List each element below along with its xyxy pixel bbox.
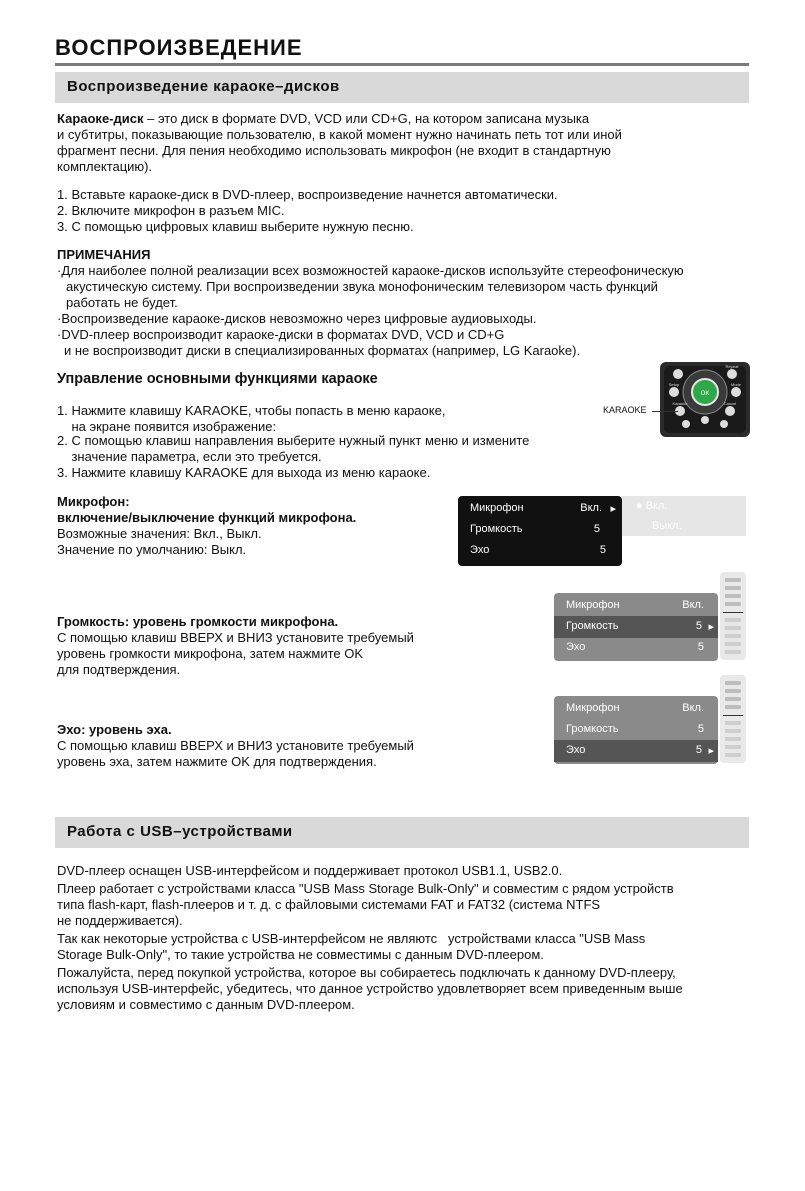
title-rule [55, 63, 749, 66]
intro-first-line [57, 111, 589, 127]
section-title: Работа с USB–устройствами [67, 823, 293, 840]
echo-level-slider[interactable] [720, 675, 746, 763]
arrow-right-icon: ▸ [610, 503, 616, 515]
control-step: 2. С помощью клавиш направления выберите нужный пункт меню и измените [57, 433, 530, 448]
mode-label: Mode [730, 382, 742, 387]
note-item [57, 327, 504, 343]
slider-position-marker [723, 612, 743, 613]
usb-line: условиям и совместимо с данным DVD-плеером. [57, 997, 355, 1012]
menu-row-volume[interactable]: Громкость 5 ▸ [554, 616, 718, 638]
karaoke-menu-echo [554, 696, 718, 764]
volume-level-slider[interactable] [720, 572, 746, 660]
karaoke-menu-mic [458, 496, 622, 566]
arrow-right-icon: ▸ [708, 745, 714, 757]
mic-options-submenu [622, 496, 746, 536]
note-item [57, 311, 536, 327]
usb-line: Пожалуйста, перед покупкой устройства, которое вы собираетесь подключать к данному DVD-плееру, [57, 965, 676, 980]
intro-line: фрагмент песни. Для пения необходимо использовать микрофон (не входит в стандартную [57, 143, 611, 158]
control-step: на экране появится изображение: [57, 419, 277, 434]
usb-line: Так как некоторые устройства с USB-интерфейсом не являютс устройствами класса "USB Mass [57, 931, 646, 946]
note-text: Для наиболее полной реализации всех возможностей караоке-дисков используйте стереофоническую [61, 263, 684, 278]
mic-subtitle: включение/выключение функций микрофона. [57, 510, 357, 525]
control-step: значение параметра, если это требуется. [57, 449, 322, 464]
control-heading: Управление основными функциями караоке [57, 371, 378, 387]
menu-row-echo[interactable]: Эхо 5 ▸ [554, 740, 718, 762]
step-item: 3. С помощью цифровых клавиш выберите нужную песню. [57, 219, 414, 234]
note-item [57, 263, 684, 279]
note-item-cont: акустическую систему. При воспроизведении звука монофоническим телевизором часть функций [66, 279, 658, 294]
karaoke-small-label: Karaoke [672, 401, 688, 406]
volume-line: уровень громкости микрофона, затем нажмите OK [57, 646, 364, 661]
section-title: Воспроизведение караоке–дисков [67, 78, 340, 95]
karaoke-menu-volume [554, 593, 718, 661]
echo-line: С помощью клавиш ВВЕРХ и ВНИЗ установите требуемый [57, 738, 414, 753]
menu-row-echo[interactable]: Эхо 5 [566, 641, 704, 653]
intro-term: Караоке-диск [57, 111, 144, 126]
menu-row-mic[interactable]: Микрофон Вкл. [566, 599, 704, 611]
echo-title: Эхо: уровень эха. [57, 722, 172, 737]
usb-line: DVD-плеер оснащен USB-интерфейсом и поддерживает протокол USB1.1, USB2.0. [57, 863, 563, 878]
option-on[interactable]: ● Вкл. [636, 500, 668, 512]
control-step: 3. Нажмите клавишу KARAOKE для выхода из меню караоке. [57, 465, 431, 480]
menu-row-volume[interactable]: Громкость 5 [566, 723, 704, 735]
intro-line: и субтитры, показывающие пользователю, в какой момент нужно начинать петь тот или иной [57, 127, 622, 142]
usb-line: Плеер работает с устройствами класса "USB Mass Storage Bulk-Only" и совместим с рядом устройств [57, 881, 674, 896]
setup-label: Setup [668, 382, 680, 387]
bullet-icon: · [57, 327, 62, 342]
option-off[interactable]: Выкл. [652, 520, 682, 532]
remote-control-image [660, 362, 750, 437]
bullet-icon: · [57, 311, 62, 326]
usb-line: типа flash-карт, flash-плееров и т. д. с файловыми системами FAT и FAT32 (система NTFS [57, 897, 601, 912]
section-header-usb [55, 817, 749, 848]
note-text: DVD-плеер воспроизводит караоке-диски в форматах DVD, VCD и CD+G [61, 327, 505, 342]
note-item-cont: и не воспроизводит диски в специализированных форматах (например, LG Karaoke). [64, 343, 581, 358]
arrow-right-icon: ▸ [708, 621, 714, 633]
mic-line: Возможные значения: Вкл., Выкл. [57, 526, 262, 541]
control-step: 1. Нажмите клавишу KARAOKE, чтобы попасть в меню караоке, [57, 403, 446, 418]
callout-line [652, 411, 678, 412]
menu-row-mic[interactable]: Микрофон Вкл. ▸ [470, 502, 616, 515]
menu-row-mic[interactable]: Микрофон Вкл. [566, 702, 704, 714]
usb-line: используя USB-интерфейс, убедитесь, что данное устройство удовлетворяет всем приведенным выше [57, 981, 683, 996]
karaoke-callout-label: KARAOKE [603, 405, 647, 415]
step-item: 1. Вставьте караоке-диск в DVD-плеер, воспроизведение начнется автоматически. [57, 187, 558, 202]
selected-dot-icon: ● [636, 500, 646, 512]
repeat-label: Repeat [725, 364, 739, 369]
menu-row-volume[interactable]: Громкость 5 [470, 523, 600, 535]
intro-rest: – это диск в формате DVD, VCD или CD+G, на котором записана музыка [143, 111, 590, 126]
intro-line: комплектацию). [57, 159, 153, 174]
echo-line: уровень эха, затем нажмите OK для подтверждения. [57, 754, 377, 769]
ok-label: OK [700, 391, 710, 397]
mic-line: Значение по умолчанию: Выкл. [57, 542, 247, 557]
usb-line: не поддерживается). [57, 913, 183, 928]
page-title: ВОСПРОИЗВЕДЕНИЕ [55, 35, 303, 60]
cancel-label: Cancel [723, 401, 737, 406]
notes-heading: ПРИМЕЧАНИЯ [57, 247, 151, 262]
volume-line: С помощью клавиш ВВЕРХ и ВНИЗ установите требуемый [57, 630, 414, 645]
mic-title: Микрофон: [57, 494, 130, 509]
bullet-icon: · [57, 263, 62, 278]
note-item-cont: работать не будет. [66, 295, 178, 310]
section-header-karaoke [55, 72, 749, 103]
volume-line: для подтверждения. [57, 662, 181, 677]
menu-row-echo[interactable]: Эхо 5 [470, 544, 606, 556]
slider-position-marker [723, 715, 743, 716]
note-text: Воспроизведение караоке-дисков невозможно через цифровые аудиовыходы. [61, 311, 537, 326]
usb-line: Storage Bulk-Only", то такие устройства не совместимы с данным DVD-плеером. [57, 947, 544, 962]
volume-title: Громкость: уровень громкости микрофона. [57, 614, 339, 629]
step-item: 2. Включите микрофон в разъем MIC. [57, 203, 285, 218]
